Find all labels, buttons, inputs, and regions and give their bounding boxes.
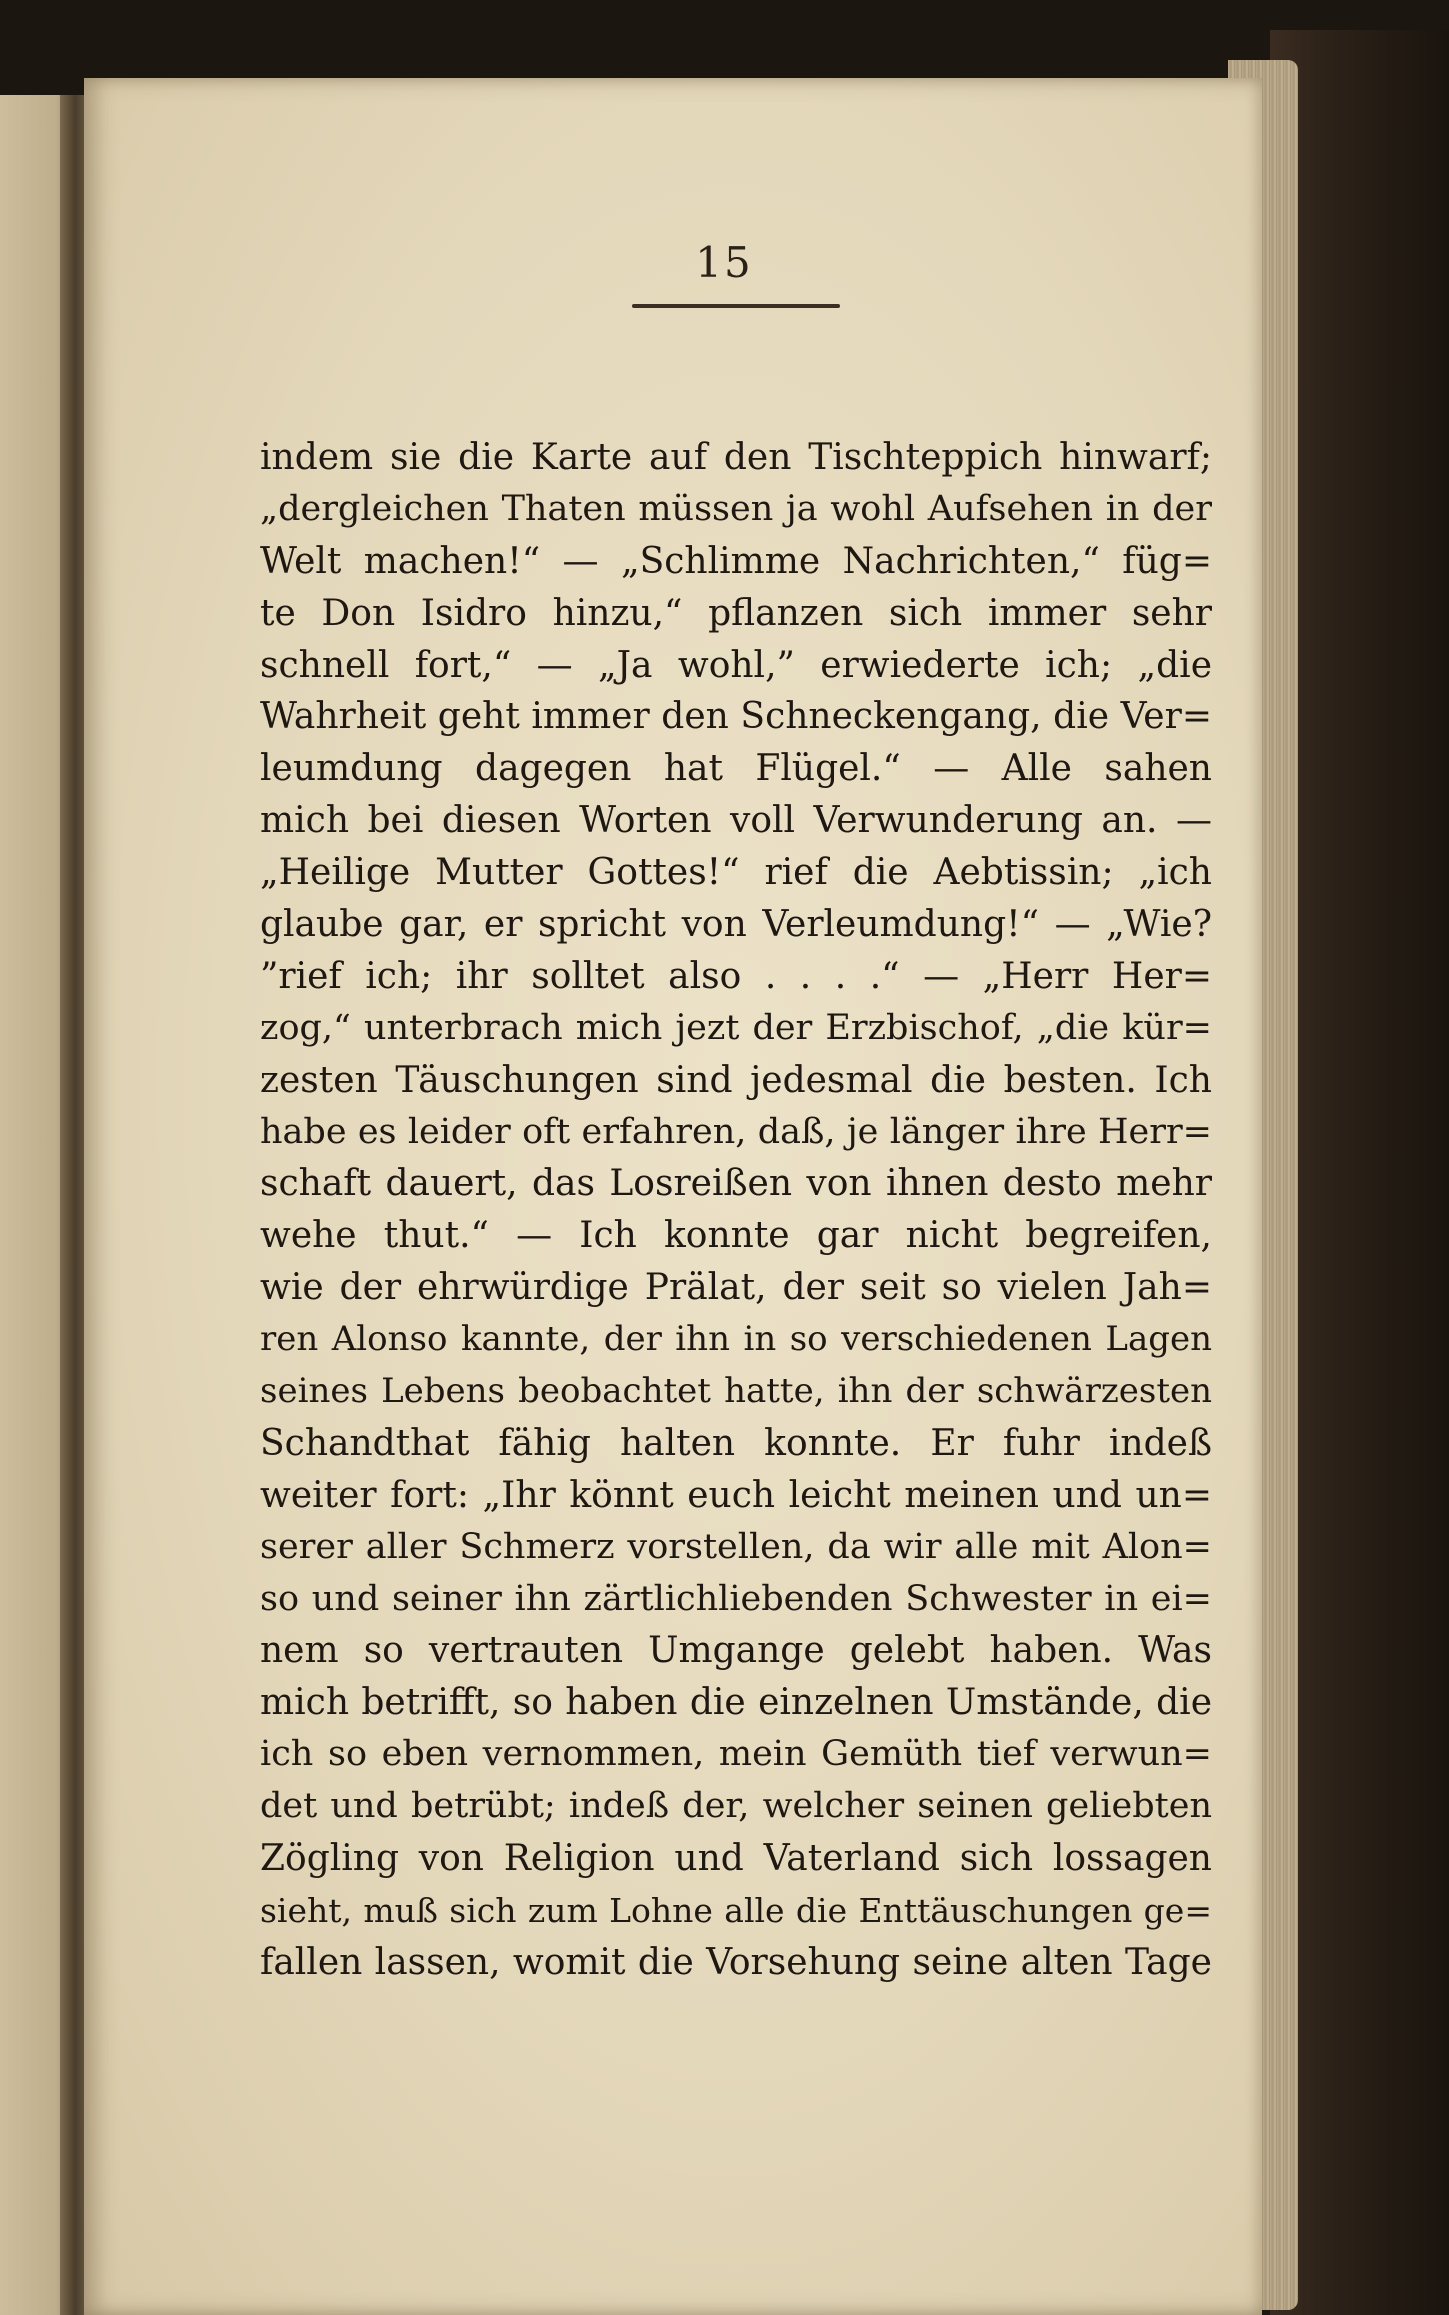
text-line: serer aller Schmerz vorstellen, da wir alle mit Alon= [260,1526,1212,1567]
text-line: Zögling von Religion und Vaterland sich lossagen [260,1838,1212,1880]
text-line: indem sie die Karte auf den Tischteppich hinwarf; [260,437,1212,478]
page-number: 15 [695,238,753,287]
text-line: schnell fort,“ — „Ja wohl,” erwiederte ich; „die [260,644,1212,686]
text-line: Wahrheit geht immer den Schneckengang, die Ver= [260,696,1212,738]
body-text [260,432,1212,1989]
text-line: det und betrübt; indeß der, welcher seinen geliebten [260,1786,1212,1827]
text-line: schaft dauert, das Losreißen von ihnen desto mehr [260,1163,1212,1205]
header-rule [632,304,840,308]
text-line: zesten Täuschungen sind jedesmal die besten. Ich [260,1059,1212,1101]
text-line: ren Alonso kannte, der ihn in so verschiedenen Lagen [260,1319,1212,1360]
text-line: so und seiner ihn zärtlichliebenden Schwester in ei= [260,1578,1212,1619]
text-line: te Don Isidro hinzu,“ pflanzen sich immer sehr [260,592,1212,634]
text-line: mich bei diesen Worten voll Verwunderung an. — [260,800,1212,842]
text-line: „dergleichen Thaten müssen ja wohl Aufsehen in der [260,488,1212,529]
text-line: wehe thut.“ — Ich konnte gar nicht begreifen, [260,1215,1212,1257]
text-line: zog,“ unterbrach mich jezt der Erzbischof, „die kür= [260,1007,1212,1048]
text-line: nem so vertrauten Umgange gelebt haben. Was [260,1630,1212,1672]
text-line: weiter fort: „Ihr könnt euch leicht meinen und un= [260,1474,1212,1516]
text-line: habe es leider oft erfahren, daß, je länger ihre Herr= [260,1111,1212,1152]
text-line: sieht, muß sich zum Lohne alle die Enttäuschungen ge= [260,1890,1212,1930]
book-page [84,78,1262,2315]
text-line: „Heilige Mutter Gottes!“ rief die Aebtissin; „ich [260,852,1212,894]
text-line: seines Lebens beobachtet hatte, ihn der schwärzesten [260,1371,1212,1412]
text-line: glaube gar, er spricht von Verleumdung!“ — „Wie? [260,904,1212,946]
text-line: mich betrifft, so haben die einzelnen Umstände, die [260,1682,1212,1724]
text-line: fallen lassen, womit die Vorsehung seine alten Tage [260,1941,1212,1983]
text-line: leumdung dagegen hat Flügel.“ — Alle sahen [260,748,1212,790]
text-line: Schandthat fähig halten konnte. Er fuhr indeß [260,1422,1212,1464]
text-line: ich so eben vernommen, mein Gemüth tief verwun= [260,1734,1212,1775]
text-line: ”rief ich; ihr solltet also . . . .“ — „Herr Her= [260,955,1212,997]
text-line: wie der ehrwürdige Prälat, der seit so vielen Jah= [260,1267,1212,1309]
text-line: Welt machen!“ — „Schlimme Nachrichten,“ füg= [260,540,1212,582]
